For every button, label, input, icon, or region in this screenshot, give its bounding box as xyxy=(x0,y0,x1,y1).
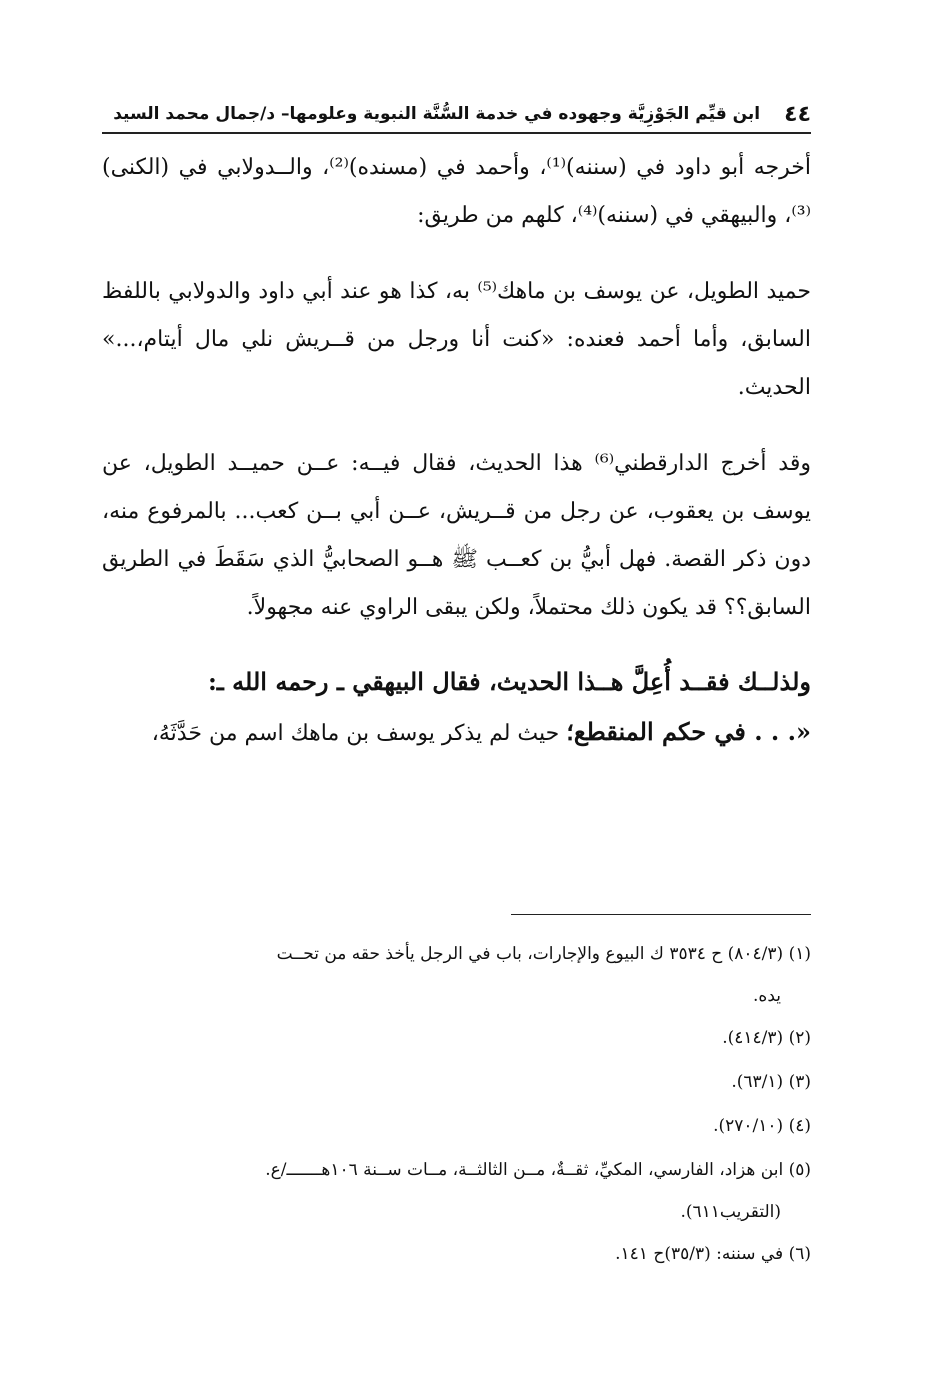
running-header xyxy=(102,96,811,134)
paragraph-2: حميد الطويل، عن يوسف بن ماهك⁽⁵⁾ به، كذا هو عند أبي داود والدولابي باللفظ السابق، وأما أحمد فعنده: «كنت أنا ورجل من قــريش نلي مال أيتام،...» الحديث. xyxy=(102,279,811,400)
footnote-3: (٣) (٦٣/١). xyxy=(731,1072,811,1092)
page-number: ٤٤ xyxy=(784,101,811,127)
main-text xyxy=(102,144,811,758)
footnote-divider xyxy=(511,914,811,915)
quote-continuation: حيث لم يذكر يوسف بن ماهك اسم من حَدَّثَهُ، xyxy=(151,721,567,746)
footnote-1-continuation: يده. xyxy=(753,986,781,1006)
running-title: ابن قيِّم الجَوْزِيَّة وجهوده في خدمة السُّنَّة النبوية وعلومها– د/جمال محمد السيد xyxy=(113,104,761,124)
footnote-2: (٢) (٤١٤/٣). xyxy=(722,1028,811,1048)
footnotes xyxy=(102,932,811,1276)
bold-sentence: ولذلــك فقــد أُعِلَّ هــذا الحديث، فقال البيهقي ـ رحمه الله ـ: xyxy=(207,667,811,696)
bold-quote: «. . . في حكم المنقطع؛ xyxy=(566,717,811,746)
footnote-1: (١) (٨٠٤/٣) ح ٣٥٣٤ ك البيوع والإجارات، باب في الرجل يأخذ حقه من تحــت xyxy=(276,944,811,964)
footnote-5-continuation: (التقريب٦١١). xyxy=(680,1202,781,1222)
paragraph-3: وقد أخرج الدارقطني⁽⁶⁾ هذا الحديث، فقال فيــه: عــن حميــد الطويل، عن يوسف بن يعقوب، عن رجل من قــريش، عــن أبي بــن كعب... بالمرفوع منه، دون ذكر القصة. فهل أبيُّ بن كعــب ﷺ هــو الصحابيُّ الذي سَقَطَ في الطريق السابق؟؟ قد يكون ذلك محتملاً، ولكن يبقى الراوي عنه مجهولاً. xyxy=(102,451,812,620)
footnote-4: (٤) (٢٧٠/١٠). xyxy=(713,1116,811,1136)
paragraph-4 xyxy=(102,658,811,758)
footnote-6: (٦) في سننه: (٣٥/٣)ح ١٤١. xyxy=(615,1244,811,1264)
paragraph-1: أخرجه أبو داود في (سننه)⁽¹⁾، وأحمد في (مسنده)⁽²⁾، والــدولابي في (الكنى)⁽³⁾، والبيهقي في (سننه)⁽⁴⁾، كلهم من طريق: xyxy=(102,155,812,228)
footnote-5: (٥) ابن هزاد، الفارسي، المكيِّ، ثقــةٌ، مــن الثالثــة، مــات ســنة ١٠٦هـــــــ/ع. xyxy=(265,1160,811,1180)
